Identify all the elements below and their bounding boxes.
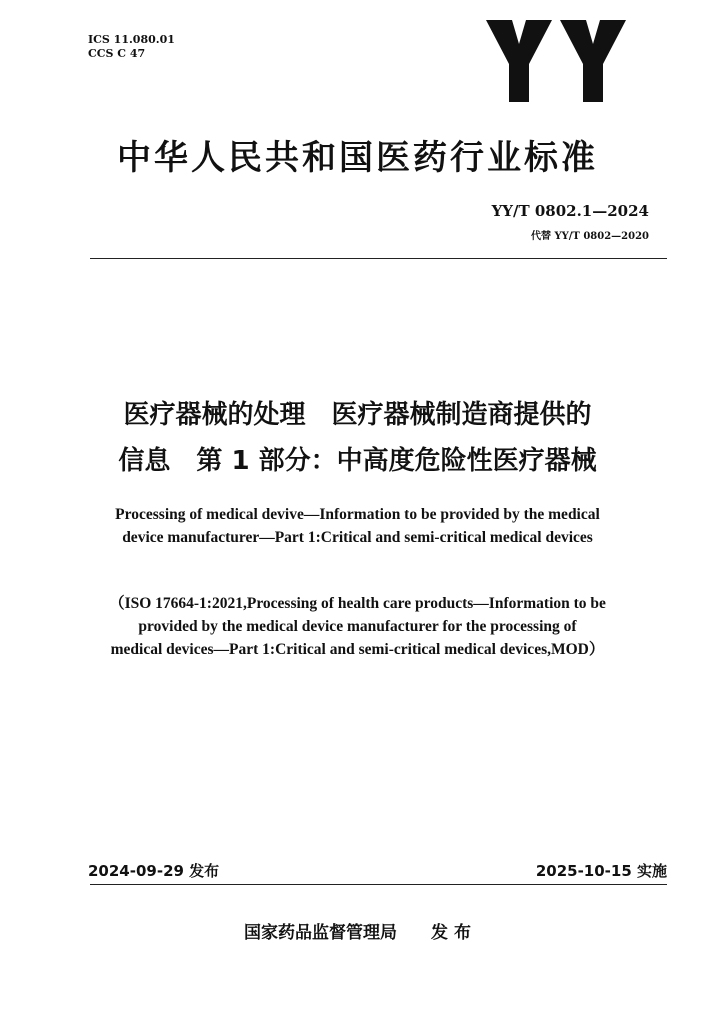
standard-code: YY/T 0802.1—2024 — [491, 202, 649, 220]
yy-logo — [484, 18, 629, 104]
english-title-line-1: Processing of medical devive—Information to be provided by the medical — [115, 506, 600, 523]
ics-code: ICS 11.080.01 — [88, 33, 175, 46]
classification-codes — [88, 33, 175, 61]
english-title-line-2: device manufacturer—Part 1:Critical and semi-critical medical devices — [122, 529, 593, 546]
chinese-title — [0, 392, 715, 484]
ccs-code: CCS C 47 — [88, 47, 146, 60]
replaces-standard: 代替 YY/T 0802—2020 — [531, 231, 649, 242]
publisher-name: 国家药品监督管理局 — [244, 923, 398, 943]
iso-reference — [0, 592, 715, 661]
chinese-title-line-1: 医疗器械的处理 医疗器械制造商提供的 — [123, 400, 592, 430]
chinese-title-line-2: 信息 第 1 部分：中高度危险性医疗器械 — [118, 446, 597, 476]
iso-reference-line-3: medical devices—Part 1:Critical and semi-critical medical devices,MOD） — [110, 641, 605, 658]
issue-date: 2024-09-29 发布 — [88, 862, 220, 880]
implementation-date: 2025-10-15 实施 — [535, 862, 667, 880]
iso-reference-line-1: （ISO 17664-1:2021,Processing of health care products—Information to be — [109, 595, 606, 612]
iso-reference-line-2: provided by the medical device manufacturer for the processing of — [138, 618, 577, 635]
bottom-divider — [90, 884, 667, 885]
english-title — [0, 503, 715, 549]
publisher — [0, 918, 715, 943]
publisher-action: 发 布 — [431, 923, 471, 943]
standard-category-title: 中华人民共和国医药行业标准 — [117, 138, 598, 178]
top-divider — [90, 258, 667, 259]
